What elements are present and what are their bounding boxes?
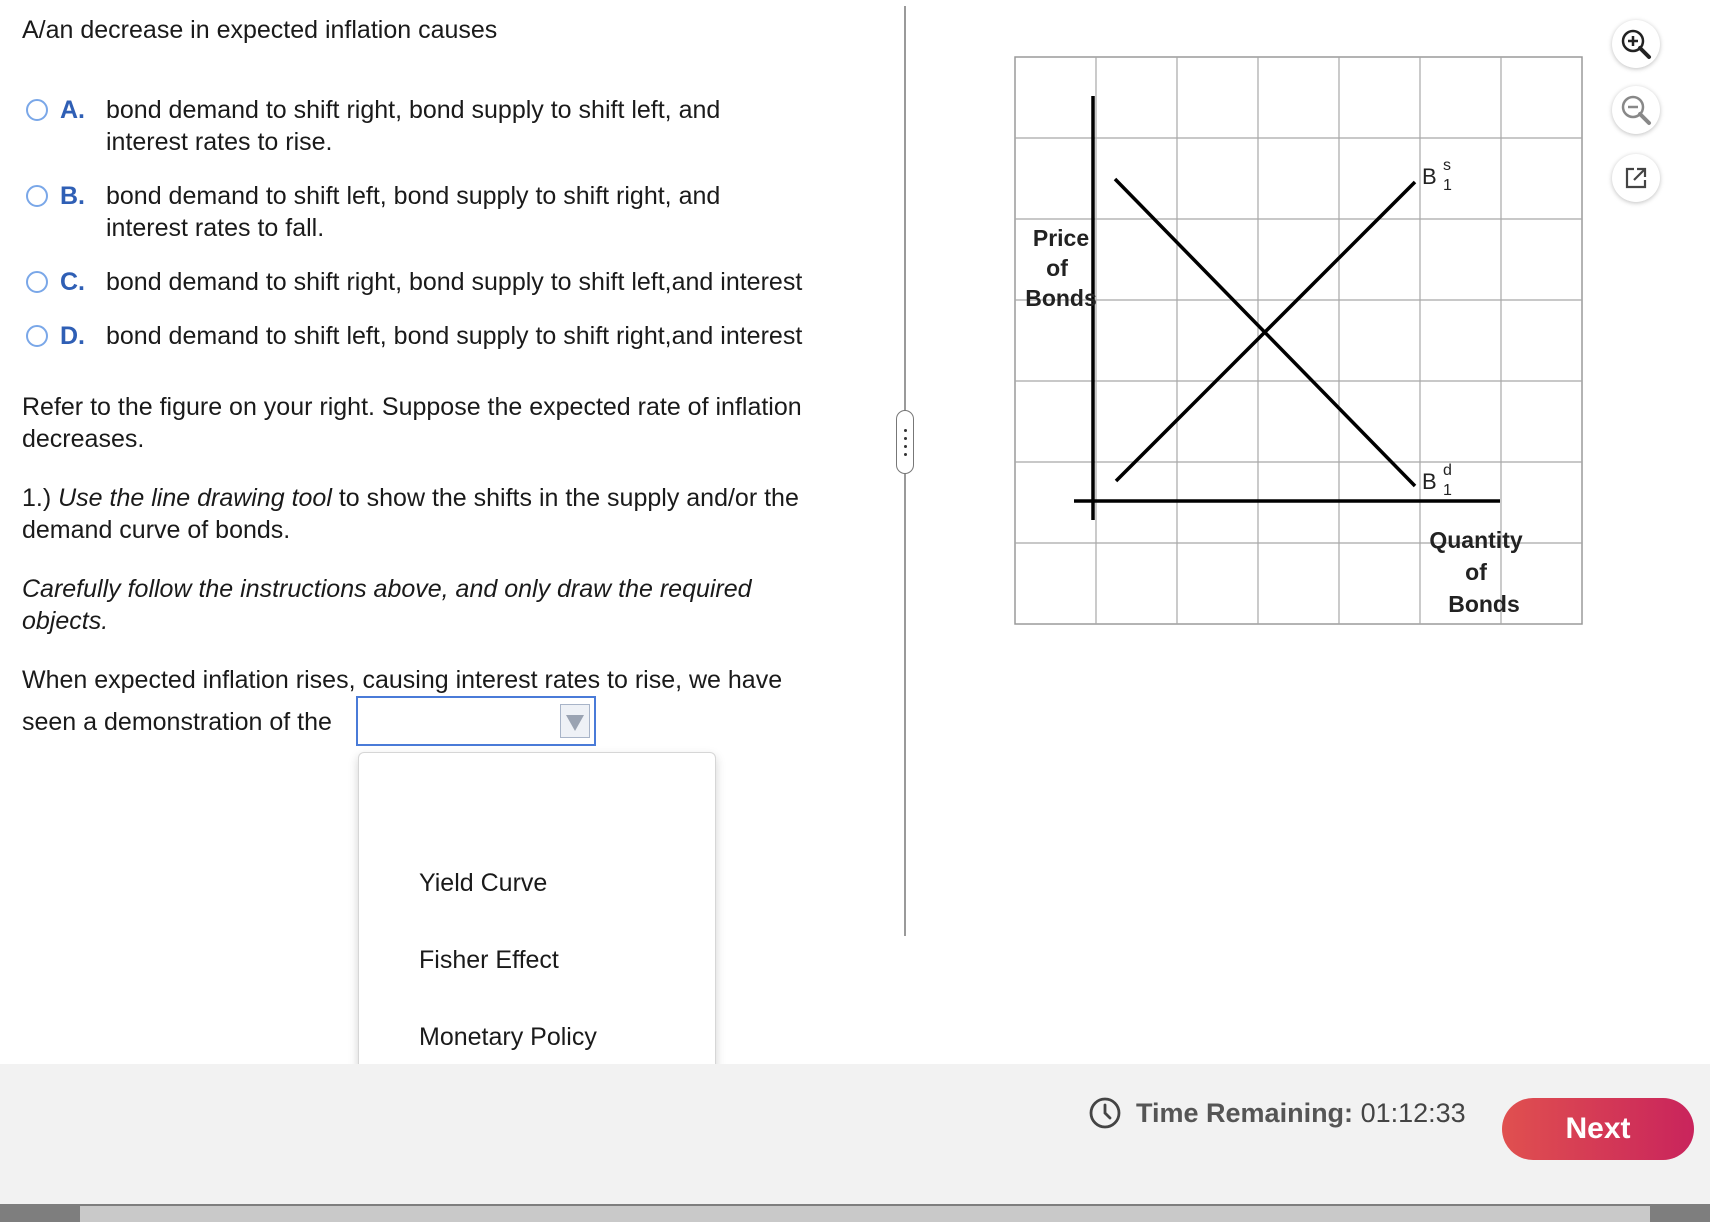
time-value: 01:12:33 [1360, 1097, 1466, 1128]
menu-item-yield-curve[interactable]: Yield Curve [419, 869, 548, 897]
x-label-3: Bonds [1448, 591, 1520, 617]
step-instruction [22, 482, 842, 546]
zoom-in-button[interactable] [1612, 20, 1660, 68]
option-b[interactable] [26, 180, 766, 244]
time-remaining [1088, 1096, 1466, 1130]
demand-label-sub: 1 [1443, 482, 1452, 499]
radio-button[interactable] [26, 99, 48, 121]
radio-button[interactable] [26, 325, 48, 347]
step-italic: Use the line drawing tool [58, 484, 332, 512]
radio-button[interactable] [26, 185, 48, 207]
x-label-1: Quantity [1429, 527, 1523, 553]
step-prefix: 1.) [22, 484, 59, 512]
option-text: bond demand to shift right, bond supply to shift left, and interest rates to rise. [106, 96, 721, 156]
option-a[interactable] [26, 94, 766, 158]
option-letter: B. [60, 182, 85, 210]
option-c[interactable] [26, 266, 826, 298]
clock-icon [1088, 1096, 1122, 1130]
supply-label-sup: s [1443, 157, 1451, 174]
dropdown-arrow-icon[interactable] [560, 704, 590, 738]
option-text: bond demand to shift left, bond supply to shift right, and interest rates to fall. [106, 182, 721, 242]
supply-label-base: B [1422, 164, 1437, 189]
step-rest: to show the shifts in the supply and/or the demand curve of bonds. [22, 484, 799, 544]
option-d[interactable] [26, 320, 826, 352]
y-label-2: of [1046, 255, 1068, 281]
x-label-2: of [1465, 559, 1487, 585]
footer-bar [0, 1064, 1710, 1204]
option-letter: A. [60, 96, 85, 124]
horizontal-scrollbar[interactable] [80, 1206, 1650, 1222]
y-label-3: Bonds [1025, 285, 1097, 311]
resize-handle[interactable] [896, 410, 914, 474]
radio-button[interactable] [26, 271, 48, 293]
zoom-out-button[interactable] [1612, 86, 1660, 134]
answer-dropdown[interactable] [356, 696, 596, 746]
menu-item-fisher-effect[interactable]: Fisher Effect [419, 946, 559, 974]
question-text: A/an decrease in expected inflation causes [22, 16, 498, 44]
menu-item-monetary-policy[interactable]: Monetary Policy [419, 1023, 597, 1051]
option-letter: D. [60, 322, 85, 350]
bond-graph[interactable] [1010, 52, 1590, 642]
demand-label-base: B [1422, 469, 1437, 494]
popout-icon [1623, 165, 1649, 191]
supply-label-sub: 1 [1443, 177, 1452, 194]
y-label-1: Price [1032, 225, 1090, 251]
next-button[interactable]: Next [1502, 1098, 1694, 1160]
option-letter: C. [60, 268, 85, 296]
fill-line-2: seen a demonstration of the [22, 708, 332, 736]
zoom-in-icon [1619, 27, 1653, 61]
option-text: bond demand to shift right, bond supply to shift left,and interest [106, 268, 803, 296]
careful-note: Carefully follow the instructions above, and only draw the required objects. [22, 575, 752, 635]
popout-button[interactable] [1612, 154, 1660, 202]
fill-line-1: When expected inflation rises, causing interest rates to rise, we have [22, 666, 783, 694]
zoom-out-icon [1619, 93, 1653, 127]
demand-label-sup: d [1443, 462, 1452, 479]
time-label: Time Remaining: [1136, 1097, 1354, 1128]
option-text: bond demand to shift left, bond supply to shift right,and interest [106, 322, 803, 350]
refer-text: Refer to the figure on your right. Suppose the expected rate of inflation decreases. [22, 393, 802, 453]
